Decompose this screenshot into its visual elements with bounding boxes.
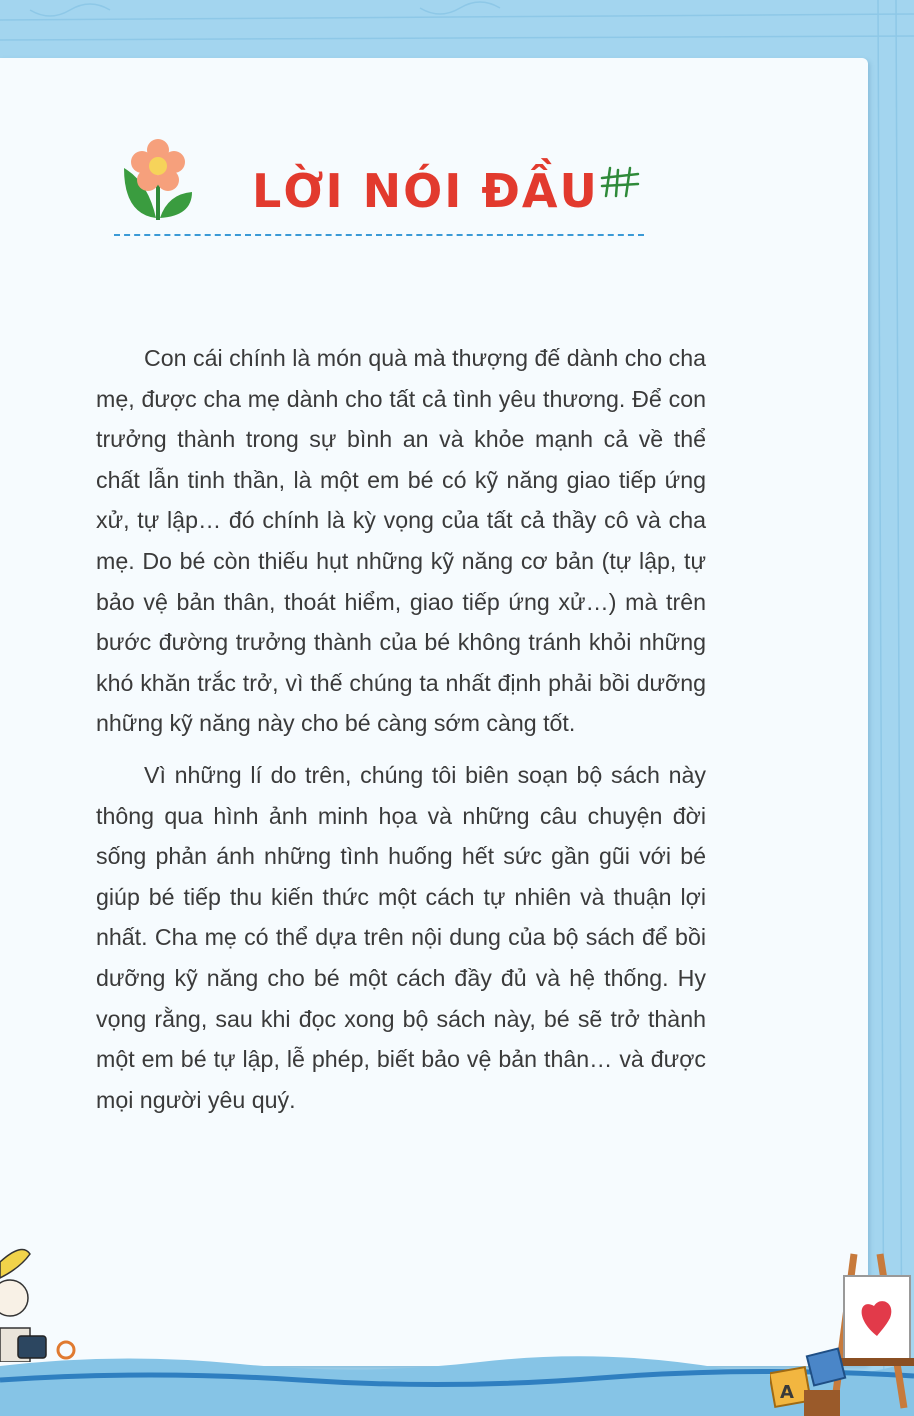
heading — [118, 136, 648, 246]
paragraph-2: Vì những lí do trên, chúng tôi biên soạn bộ sách này thông qua hình ảnh minh họa và những câu chuyện đời sống phản ánh những tình huống hết sức gần gũi với bé giúp bé tiếp thu kiến thức một cách tự nhiên và thuận lợi nhất. Cha mẹ có thể dựa trên nội dung của bộ sách để bồi dưỡng kỹ năng cho bé một cách đầy đủ và hệ thống. Hy vọng rằng, sau khi đọc xong bộ sách này, bé sẽ trở thành một em bé tự lập, lễ phép, biết bảo vệ bản thân… và được mọi người yêu quý. — [96, 761, 706, 1113]
flower-icon — [118, 136, 198, 226]
paragraph-1: Con cái chính là món quà mà thượng đế dành cho cha mẹ, được cha mẹ dành cho tất cả tình yêu thương. Để con trưởng thành trong sự bình an và khỏe mạnh cả về thể chất lẫn tinh thần, là một em bé có kỹ năng giao tiếp ứng xử, tự lập… đó chính là kỳ vọng của tất cả thầy cô và cha mẹ. Do bé còn thiếu hụt những kỹ năng cơ bản (tự lập, tự bảo vệ bản thân, thoát hiểm, giao tiếp ứng xử…) mà trên bước đường trưởng thành của bé không tránh khỏi những khó khăn trắc trở, vì thế chúng ta nhất định phải bồi dưỡng những kỹ năng này cho bé càng sớm càng tốt. — [96, 345, 706, 737]
grass-icon — [600, 164, 642, 198]
preface-body — [96, 338, 706, 1131]
page-title: LỜI NÓI ĐẦU — [252, 164, 599, 218]
child-with-bag-icon — [0, 1232, 84, 1362]
svg-text:A: A — [780, 1382, 794, 1403]
title-divider — [114, 234, 644, 236]
easel-with-heart-and-blocks-icon — [770, 1248, 914, 1416]
